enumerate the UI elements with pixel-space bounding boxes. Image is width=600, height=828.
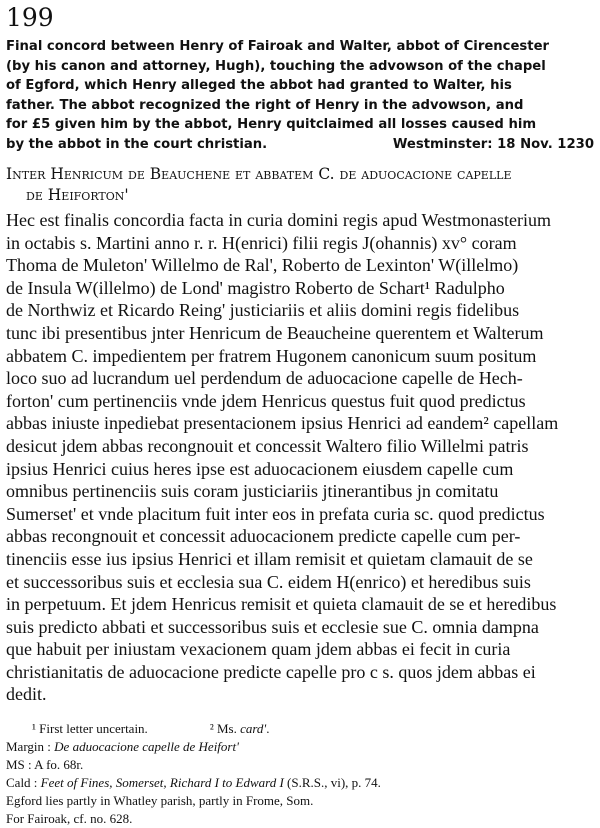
text-line: de Northwiz et Ricardo Reing' justiciariis et aliis domini regis fidelibus <box>6 300 520 321</box>
text-line: Thoma de Muleton' Willelmo de Ral', Roberto de Lexinton' W(illelmo) <box>6 255 519 276</box>
footnote-2-prefix: ² Ms. <box>209 721 241 737</box>
text-line: et successoribus suis et ecclesia sua C. eidem H(enrico) et heredibus suis <box>6 571 531 592</box>
text-line: desicut jdem abbas recongnouit et concessit Waltero filio Willelmi patris <box>6 435 529 456</box>
footnote-2-reading: card' <box>240 721 267 737</box>
footnote-2 <box>210 720 270 738</box>
fairoak-note: For Fairoak, cf. no. 628. <box>6 811 133 827</box>
summary-line: father. The abbot recognized the right of Henry in the advowson, and <box>6 97 524 113</box>
footnote-1: ¹ First letter uncertain. <box>32 721 148 737</box>
latin-heading <box>6 164 594 206</box>
egford-note: Egford lies partly in Whatley parish, partly in Frome, Som. <box>6 793 314 809</box>
text-line: abbas iniuste inpediebat presentacionem ipsius Henrici ad eandem² capellam <box>6 413 559 434</box>
document-page <box>6 4 594 828</box>
text-line: abbatem C. impedientem per fratrem Hugonem canonicum suum positum <box>6 345 537 366</box>
footnote-2-suffix: . <box>266 721 270 737</box>
text-line: ipsius Henrici cuius heres ipse est aduocacionem eiusdem capelle cum <box>6 458 514 479</box>
text-line: suis predicto abbati et successoribus suis et ecclesie sue C. omnia dampna <box>6 616 539 637</box>
calendar-reference <box>6 774 594 792</box>
summary-line: for £5 given him by the abbot, Henry quitclaimed all losses caused him <box>6 117 537 132</box>
heading-line: de Heiforton' <box>26 186 129 204</box>
heading-line: Inter Henricum de Beauchene et abbatem C. de aduocacione capelle <box>6 165 512 183</box>
summary-line: of Egford, which Henry alleged the abbot had granted to Walter, his <box>6 78 512 93</box>
latin-text <box>6 209 594 706</box>
english-summary <box>6 37 594 154</box>
margin-note <box>6 738 594 756</box>
text-line: dedit. <box>6 684 47 705</box>
entry-number: 199 <box>6 3 54 32</box>
place-date: Westminster: 18 Nov. 1230 <box>392 136 594 152</box>
margin-text: De aduocacione capelle de Heifort' <box>54 739 239 755</box>
apparatus <box>6 720 594 828</box>
text-line: que habuit per iniustam vexacionem quam jdem abbas ei fecit in curia <box>6 639 511 660</box>
summary-line: Final concord between Henry of Fairoak and Walter, abbot of Cirencester <box>6 39 550 54</box>
cald-rest: (S.R.S., vi), p. 74. <box>283 775 381 791</box>
text-line: christianitatis de aduocacione predicte capelle pro c s. quos jdem abbas ei <box>6 661 536 682</box>
cald-title: Feet of Fines, Somerset, Richard I to Edward I <box>40 775 284 791</box>
ms-reference: MS : A fo. 68r. <box>6 757 84 773</box>
text-line: in octabis s. Martini anno r. r. H(enrici) filii regis J(ohannis) xv° coram <box>6 232 517 253</box>
text-line: tunc ibi presentibus jnter Henricum de Beaucheine querentem et Walterum <box>6 322 544 343</box>
cald-label: Cald : <box>6 775 41 791</box>
text-line: de Insula W(illelmo) de Lond' magistro Roberto de Schart¹ Radulpho <box>6 277 505 298</box>
summary-line: by the abbot in the court christian. <box>6 136 268 152</box>
text-line: abbas recongnouit et concessit aduocacionem predicte capelle cum per- <box>6 526 521 547</box>
margin-label: Margin : <box>6 739 55 755</box>
footnotes <box>6 720 594 738</box>
summary-line: (by his canon and attorney, Hugh), touching the advowson of the chapel <box>6 58 546 74</box>
summary-last-line <box>6 135 594 155</box>
text-line: loco suo ad lucrandum uel perdendum de aduocacione capelle de Hech- <box>6 368 523 389</box>
text-line: Sumerset' et vnde placitum fuit inter eos in prefata curia sc. quod predictus <box>6 503 545 524</box>
text-line: in perpetuum. Et jdem Henricus remisit et quieta clamauit de se et heredibus <box>6 594 557 615</box>
text-line: tinenciis esse ius ipsius Henrici et illam remisit et quietam clamauit de se <box>6 548 533 569</box>
text-line: forton' cum pertinenciis vnde jdem Henricus questus fuit quod predictus <box>6 390 526 411</box>
text-line: Hec est finalis concordia facta in curia domini regis apud Westmonasterium <box>6 210 552 230</box>
text-line: omnibus pertinenciis suis coram justiciariis jtinerantibus jn comitatu <box>6 481 499 502</box>
